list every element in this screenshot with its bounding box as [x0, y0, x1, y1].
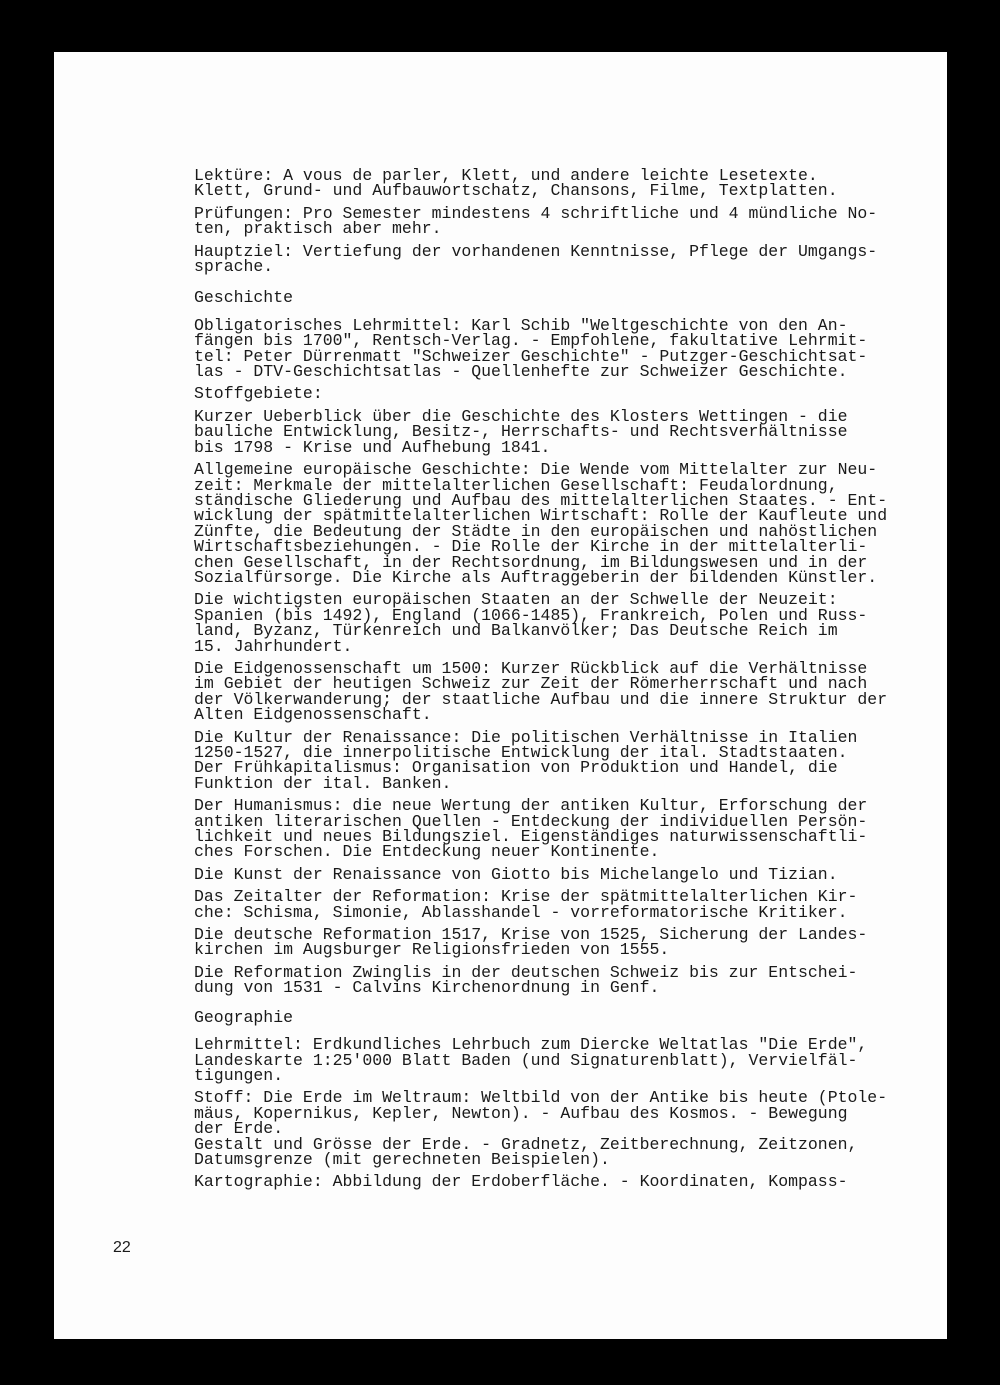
page-number: 22: [113, 1239, 131, 1256]
text-paragraph: [194, 462, 954, 585]
text-line: tel: Peter Dürrenmatt "Schweizer Geschichte" - Putzger-Geschichtsat-: [194, 346, 868, 366]
text-paragraph: [194, 727, 954, 793]
text-paragraph: [194, 1172, 954, 1192]
text-line: wicklung der spätmittelalterlichen Wirtschaft: Rolle der Kaufleute und: [194, 506, 888, 526]
text-line: Kartographie: Abbildung der Erdoberfläche. - Koordinaten, Kompass-: [194, 1172, 848, 1192]
text-line: Alten Eidgenossenschaft.: [194, 705, 432, 725]
text-line: Obligatorisches Lehrmittel: Karl Schib "Weltgeschichte von den An-: [194, 315, 848, 335]
text-line: im Gebiet der heutigen Schweiz zur Zeit der Römerherrschaft und nach: [194, 674, 868, 694]
text-paragraph: [194, 927, 954, 958]
text-line: Datumsgrenze (mit gerechneten Beispielen).: [194, 1149, 610, 1169]
text-line: fängen bis 1700", Rentsch-Verlag. - Empfohlene, fakultative Lehrmit-: [194, 331, 868, 351]
text-line: Gestalt und Grösse der Erde. - Gradnetz, Zeitberechnung, Zeitzonen,: [194, 1134, 858, 1154]
text-line: ten, praktisch aber mehr.: [194, 219, 442, 239]
text-line: Die Kultur der Renaissance: Die politischen Verhältnisse in Italien: [194, 727, 858, 747]
text-line: Wirtschaftsbeziehungen. - Die Rolle der Kirche in der mittelalterli-: [194, 537, 868, 557]
text-line: bauliche Entwicklung, Besitz-, Herrschafts- und Rechtsverhältnisse: [194, 422, 848, 442]
text-paragraph: [194, 241, 954, 277]
text-line: mäus, Kopernikus, Kepler, Newton). - Aufbau des Kosmos. - Bewegung: [194, 1103, 848, 1123]
text-paragraph: [194, 168, 954, 199]
text-line: zeit: Merkmale der mittelalterlichen Gesellschaft: Feudalordnung,: [194, 475, 838, 495]
text-line: Spanien (bis 1492), England (1066-1485), Frankreich, Polen und Russ-: [194, 605, 868, 625]
text-line: Kurzer Ueberblick über die Geschichte des Klosters Wettingen - die: [194, 406, 848, 426]
text-paragraph: [194, 406, 954, 457]
text-line: Sozialfürsorge. Die Kirche als Auftraggeberin der bildenden Künstler.: [194, 567, 878, 587]
text-line: bis 1798 - Krise und Aufhebung 1841.: [194, 437, 551, 457]
text-line: Allgemeine europäische Geschichte: Die Wende vom Mittelalter zur Neu-: [194, 460, 878, 480]
text-paragraph: [194, 798, 954, 860]
text-line: Die Reformation Zwinglis in der deutschen Schweiz bis zur Entschei-: [194, 962, 858, 982]
text-line: Lehrmittel: Erdkundliches Lehrbuch zum Diercke Weltatlas "Die Erde",: [194, 1035, 868, 1055]
text-line: ches Forschen. Die Entdeckung neuer Kontinente.: [194, 842, 660, 862]
text-line: Der Humanismus: die neue Wertung der antiken Kultur, Erforschung der: [194, 796, 868, 816]
text-line: 15. Jahrhundert.: [194, 636, 353, 656]
text-line: Geographie: [194, 1007, 294, 1027]
text-line: Funktion der ital. Banken.: [194, 773, 452, 793]
text-line: Hauptziel: Vertiefung der vorhandenen Kenntnisse, Pflege der Umgangs-: [194, 241, 878, 261]
text-line: Prüfungen: Pro Semester mindestens 4 schriftliche und 4 mündliche No-: [194, 203, 878, 223]
text-line: ständische Gliederung und Aufbau des mittelalterlichen Staates. - Ent-: [194, 490, 888, 510]
text-line: Die Kunst der Renaissance von Giotto bis Michelangelo und Tizian.: [194, 864, 838, 884]
text-line: Das Zeitalter der Reformation: Krise der spätmittelalterlichen Kir-: [194, 887, 858, 907]
text-line: land, Byzanz, Türkenreich und Balkanvölker; Das Deutsche Reich im: [194, 621, 838, 641]
text-line: der Erde.: [194, 1119, 284, 1139]
text-paragraph: [194, 658, 954, 725]
text-line: chen Gesellschaft, in der Rechtsordnung, im Bildungswesen und in der: [194, 552, 868, 572]
text-paragraph: [194, 864, 954, 884]
text-paragraph: [194, 592, 954, 654]
text-line: Die wichtigsten europäischen Staaten an der Schwelle der Neuzeit:: [194, 590, 838, 610]
text-line: kirchen im Augsburger Religionsfrieden von 1555.: [194, 940, 670, 960]
text-paragraph: [194, 1037, 954, 1083]
text-line: tigungen.: [194, 1065, 284, 1085]
section-heading: [194, 1007, 954, 1027]
text-line: Die Eidgenossenschaft um 1500: Kurzer Rückblick auf die Verhältnisse: [194, 658, 868, 678]
text-line: Stoff: Die Erde im Weltraum: Weltbild von der Antike bis heute (Ptole-: [194, 1088, 888, 1108]
text-line: sprache.: [194, 257, 274, 277]
text-paragraph: [194, 315, 954, 382]
text-line: Geschichte: [194, 288, 294, 308]
text-line: Landeskarte 1:25'000 Blatt Baden (und Signaturenblatt), Vervielfäl-: [194, 1050, 858, 1070]
document-page: [54, 52, 947, 1339]
text-line: che: Schisma, Simonie, Ablasshandel - vorreformatorische Kritiker.: [194, 902, 848, 922]
section-heading: [194, 288, 954, 308]
text-line: 1250-1527, die innerpolitische Entwicklung der ital. Stadtstaaten.: [194, 743, 848, 762]
text-line: las - DTV-Geschichtsatlas - Quellenhefte zur Schweizer Geschichte.: [194, 362, 848, 382]
text-line: Stoffgebiete:: [194, 384, 323, 404]
page-text: [194, 168, 954, 1197]
text-paragraph: [194, 203, 954, 239]
text-line: der Völkerwanderung; der staatliche Aufbau und die innere Struktur der: [194, 689, 888, 709]
text-line: lichkeit und neues Bildungsziel. Eigenständiges naturwissenschaftli-: [194, 827, 868, 847]
text-paragraph: [194, 1090, 954, 1167]
text-line: antiken literarischen Quellen - Entdeckung der individuellen Persön-: [194, 811, 868, 831]
text-line: Der Frühkapitalismus: Organisation von Produktion und Handel, die: [194, 758, 838, 778]
text-line: Die deutsche Reformation 1517, Krise von 1525, Sicherung der Landes-: [194, 925, 868, 945]
text-paragraph: [194, 962, 954, 998]
text-paragraph: [194, 384, 954, 404]
text-line: Klett, Grund- und Aufbauwortschatz, Chansons, Filme, Textplatten.: [194, 181, 838, 201]
text-line: Lektüre: A vous de parler, Klett, und andere leichte Lesetexte.: [194, 166, 818, 185]
text-line: Zünfte, die Bedeutung der Städte in den europäischen und nahöstlichen: [194, 521, 878, 541]
text-paragraph: [194, 889, 954, 920]
text-line: dung von 1531 - Calvins Kirchenordnung in Genf.: [194, 978, 660, 998]
